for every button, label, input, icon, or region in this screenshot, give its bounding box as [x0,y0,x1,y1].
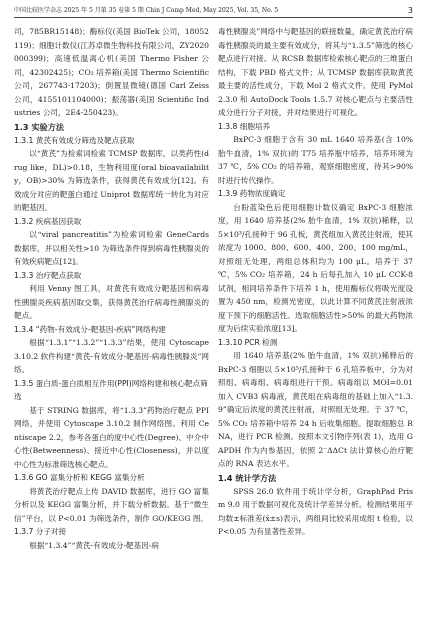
running-header [14,7,413,18]
body-paragraph: 毒性胰腺炎”网络中与靶基因的联接数量，确定黄芪治疗病毒性胰腺炎的最主要有效成分，将其与“1.3.5”筛选的核心靶点进行对接。从 RCSB 数据库检索核心靶点的三维蛋白结构，下载 PBD 格式文件；从 TCMSP 数据库获取黄芪最主要的活性成分，下载 Mol 2 格式文件。使用 PyMol 2.3.0 和 AutoDock Tools 1.5.7 对核心靶点与主要活性成分进行分子对接，并对结果进行可视化。 [218,27,413,117]
left-column [14,25,209,552]
body-paragraph: 将黄芪治疗靶点上传 DAVID 数据库，进行 GO 富集分析以及 KEGG 富集分析，并下载分析数据。基于“微生信”平台，以 P<0.01 为筛选条件，制作 GO/KEGG 图。 [14,486,209,523]
body-paragraph: BxPC-3 细胞于含有 30 mL 1640 培养基(含 10% 胎牛血清，1% 双抗)的 T75 培养瓶中培养，培养环境为 37 ℃，5% CO₂ 的培养箱，观察细胞密度，待其>90% 时进行传代操作。 [218,135,413,185]
section-heading: 1.4 统计学方法 [218,472,277,483]
section-heading: 1.3 实验方法 [14,121,65,132]
subsection-heading: 1.3.10 PCR 检测 [218,337,278,347]
subsection-heading: 1.3.7 分子对接 [14,527,67,536]
body-paragraph: 台盼蓝染色后使用细胞计数仪确定 BxPC-3 细胞浓度，用 1640 培养基(2% 胎牛血清，1% 双抗)稀释，以 5×10³/孔接种于 96 孔板，黄芪组加入黄芪注射液，使其浓度为 1000、800、600、400、200、100 mg/mL，对照组无处理，两组总体积均为 100 μL。培养于 37 ℃，5% CO₂ 培养箱，24 h 后每孔加入 10 μL CCK-8 试剂，相同培养条件下培养 1 h，使用酶标仪将吸光度设置为 450 nm，检测光密度，以此计算不同黄芪注射液浓度下预下的细胞活性。选取细胞活性>50% 的最大药物浓度为后续实验浓度[13]。 [218,202,413,333]
body-paragraph: 利用 Venny 图工具，对黄芪有效成分靶基因和病毒性胰腺炎疾病基因取交集，获得黄芪治疗病毒性胰腺炎的靶点。 [14,284,209,320]
body-paragraph: 基于 STRING 数据库，将“1.3.3”药物治疗靶点 PPI 网络，并使用 Cytoscape 3.10.2 制作网络图。利用 Centiscape 2.2，参考各蛋白的度中心性(Degree)、中介中心性(Betweenness)、接近中心性(Closeness)，并以度中心性为标准筛选核心靶点。 [14,405,209,469]
body-paragraph: 根据“1.3.4”“黄芪-有效成分-靶基因-病 [29,540,159,550]
body-paragraph: 司，785BR15148)；酶标仪(美国 BioTek 公司，18052119)；细胞计数仪(江苏卓微生物科技有限公司，ZY2020000399)；高速低温离心机(美国 Thermo Fisher 公司，42302425)；CO₂ 培养箱(美国 Thermo Scientific 公司，267743-17203)；倒置显微镜(德国 Carl Zeiss 公司，4155101104000)；振荡器(美国 Scientific Industries 公司，2E4-250423)。 [14,27,209,117]
two-column-body [14,25,413,552]
body-paragraph: 以“viral pancreatitis”为检索词检索 GeneCards 数据库，并以相关性>10 为筛选条件得到病毒性胰腺炎的有效疾病靶点[12]。 [14,230,209,266]
body-paragraph: SPSS 26.0 软件用于统计学分析，GraphPad Prism 9.0 用于数据可视化及统计学差异分析。检测结果用平均数±标准差(x̄±s)表示，两组间比较采用成组 t 检验，以 P<0.05 为有显著性差异。 [218,486,413,536]
subsection-heading: 1.3.1 黄芪有效成分筛选及靶点获取 [14,135,135,145]
subsection-heading: 1.3.3 治疗靶点获取 [14,270,82,280]
body-paragraph: 根据“1.3.1”“1.3.2”“1.3.3”结果，使用 Cytoscape 3.10.2 软件构建“黄芪-有效成分-靶基因-病毒性胰腺炎”网络。 [14,338,209,374]
page-number: 3 [407,6,413,15]
subsection-heading: 1.3.5 蛋白质-蛋白质相互作用(PPI)网络构建和核心靶点筛选 [14,378,208,401]
subsection-heading: 1.3.4 “药物-有效成分-靶基因-疾病”网络构建 [14,324,166,334]
right-column [218,25,413,552]
subsection-heading: 1.3.2 疾病基因获取 [14,216,82,226]
subsection-heading: 1.3.6 GO 富集分析和 KEGG 富集分析 [14,473,145,482]
journal-citation: 中国比较医学杂志 2025 年 5 月第 35 卷第 5 期 Chin J Comp Med, May 2025, Vol. 35, No. 5 [14,7,279,14]
body-paragraph: 以“黄芪”为检索词检索 TCMSP 数据库，以类药性(drug like，DL)>0.18，生物利用度(oral bioavailability，OB)>30% 为筛选条件，获得黄芪有效成分[12]。有效成分对应的靶蛋白通过 Uniprot 数据库统一转化为对应的靶基因。 [14,149,209,212]
subsection-heading: 1.3.9 药物浓度确定 [218,189,286,198]
subsection-heading: 1.3.8 细胞培养 [218,121,271,131]
body-paragraph: 用 1640 培养基(2% 胎牛血清，1% 双抗)稀释后的 BxPC-3 细胞以 5×10⁵/孔接种于 6 孔培养板中，分为对照组、病毒组、病毒组进行干预。病毒组以 MOI=0.01 加入 CVB3 病毒液，黄芪组在病毒组的基础上加入“1.3.9”确定后浓度的黄芪注射液，对照组无处理。于 37 ℃，5% CO₂ 培养箱中培养 24 h 后收集细胞。提取细胞总 RNA，进行 PCR 检测。按照本文引物序列(表 1)，选用 GAPDH 作为内参基因，依照 2⁻ΔΔCt 法计算核心治疗靶点的 RNA 表达水平。 [218,351,413,468]
